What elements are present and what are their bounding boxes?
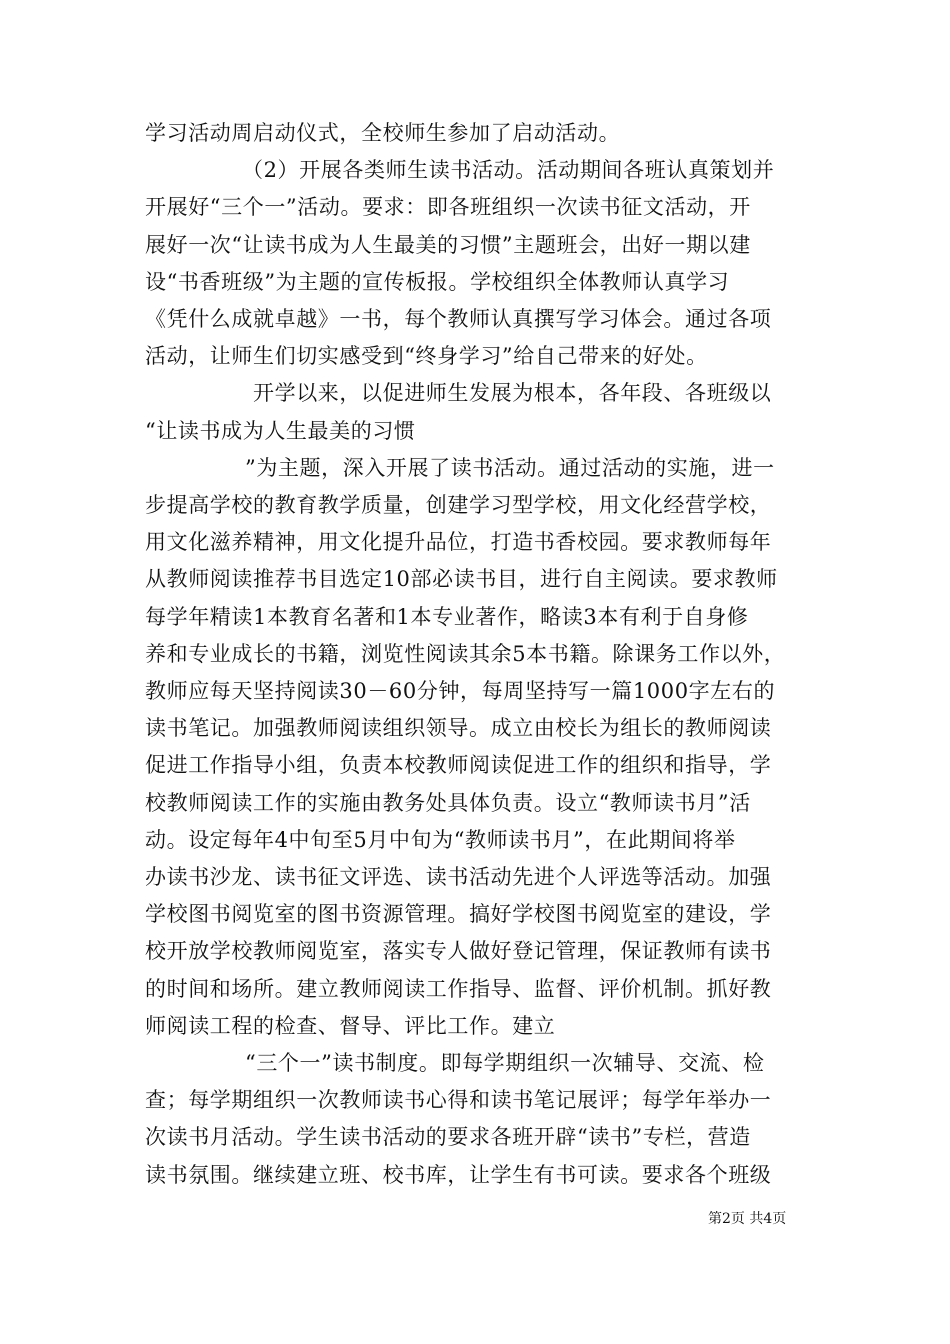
text-line: 的时间和场所。建立教师阅读工作指导、监督、评价机制。抓好教 — [145, 977, 772, 1001]
text-line: “让读书成为人生最美的习惯 — [145, 419, 416, 443]
text-line: （2）开展各类师生读书活动。活动期间各班认真策划并 — [242, 158, 775, 182]
text-line: 办读书沙龙、读书征文评选、读书活动先进个人评选等活动。加强 — [145, 865, 772, 889]
text-line: 校教师阅读工作的实施由教务处具体负责。设立“教师读书月”活 — [145, 791, 751, 815]
text-line: 学校图书阅览室的图书资源管理。搞好学校图书阅览室的建设，学 — [145, 902, 772, 926]
text-line: 学习活动周启动仪式，全校师生参加了启动活动。 — [145, 121, 621, 145]
text-line: 读书笔记。加强教师阅读组织领导。成立由校长为组长的教师阅读 — [145, 716, 772, 740]
text-line: 每学年精读1本教育名著和1本专业著作，略读3本有利于自身修 — [145, 605, 749, 629]
text-line: 开展好“三个一”活动。要求：即各班组织一次读书征文活动，开 — [145, 195, 751, 219]
text-line: 步提高学校的教育教学质量，创建学习型学校，用文化经营学校， — [145, 493, 772, 517]
text-line: 展好一次“让读书成为人生最美的习惯”主题班会，出好一期以建 — [145, 233, 751, 257]
text-line: 开学以来，以促进师生发展为根本，各年段、各班级以 — [253, 381, 772, 405]
text-line: 读书氛围。继续建立班、校书库，让学生有书可读。要求各个班级 — [145, 1163, 772, 1187]
page-number: 第2页 共4页 — [708, 1211, 787, 1227]
text-line: 用文化滋养精神，用文化提升品位，打造书香校园。要求教师每年 — [145, 530, 772, 554]
text-line: 活动，让师生们切实感受到“终身学习”给自己带来的好处。 — [145, 344, 708, 368]
text-line: 校开放学校教师阅览室，落实专人做好登记管理，保证教师有读书 — [145, 939, 772, 963]
text-line: “三个一”读书制度。即每学期组织一次辅导、交流、检 — [245, 1051, 765, 1075]
text-line: 《凭什么成就卓越》一书，每个教师认真撰写学习体会。通过各项 — [145, 307, 772, 331]
text-line: ”为主题，深入开展了读书活动。通过活动的实施，进一 — [245, 456, 775, 480]
text-line: 设“书香班级”为主题的宣传板报。学校组织全体教师认真学习 — [145, 270, 730, 294]
text-line: 促进工作指导小组，负责本校教师阅读促进工作的组织和指导，学 — [145, 753, 772, 777]
text-line: 次读书月活动。学生读书活动的要求各班开辟“读书”专栏，营造 — [145, 1125, 751, 1149]
text-line: 动。设定每年4中旬至5月中旬为“教师读书月”，在此期间将举 — [145, 828, 736, 852]
text-line: 查；每学期组织一次教师读书心得和读书笔记展评；每学年举办一 — [145, 1088, 772, 1112]
text-line: 从教师阅读推荐书目选定10部必读书目，进行自主阅读。要求教师 — [145, 567, 778, 591]
text-line: 教师应每天坚持阅读30－60分钟，每周坚持写一篇1000字左右的 — [145, 679, 776, 703]
text-line: 养和专业成长的书籍，浏览性阅读其余5本书籍。除课务工作以外， — [145, 642, 786, 666]
text-line: 师阅读工程的检查、督导、评比工作。建立 — [145, 1014, 556, 1038]
